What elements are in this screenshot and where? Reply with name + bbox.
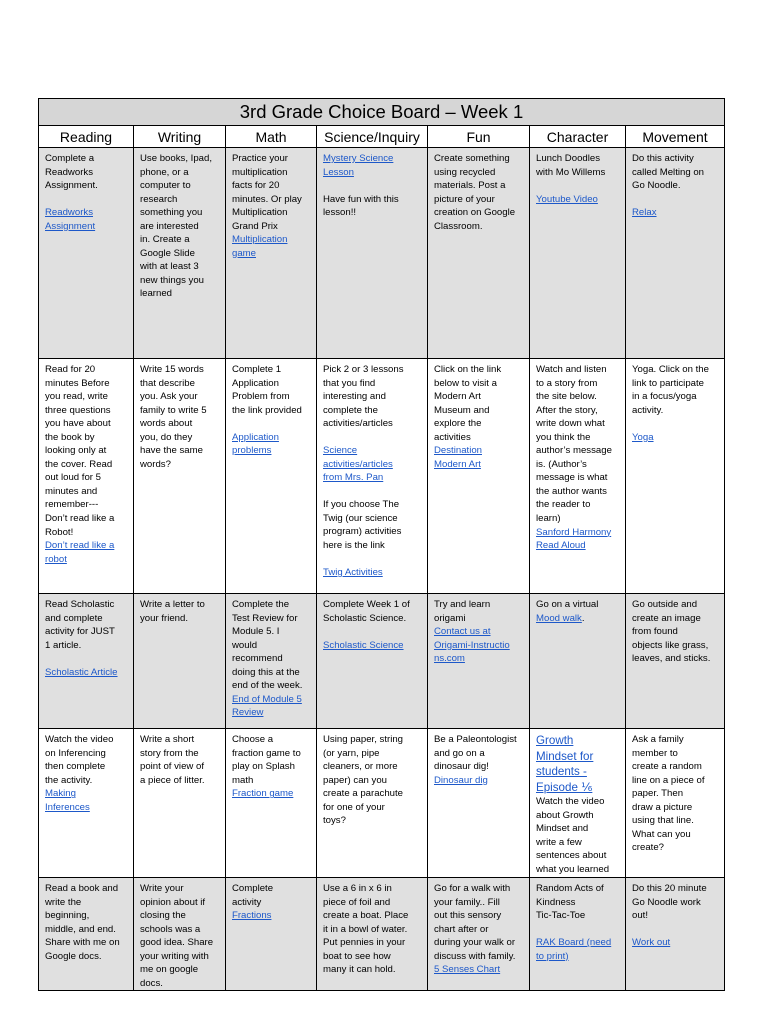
activity-cell: [39, 359, 134, 594]
activity-link[interactable]: Fractions: [232, 910, 272, 922]
activity-link[interactable]: End of Module 5 Review: [232, 693, 302, 719]
activity-link[interactable]: Science activities/articles from Mrs. Pan: [323, 445, 393, 484]
cell-text: Complete the Test Review for Module 5. I would recommend doing this at the end of the week.: [232, 599, 303, 692]
activity-cell: [39, 878, 134, 991]
cell-text: Practice your multiplication facts for 20 minutes. Or play Multiplication Grand Prix: [232, 153, 302, 232]
activity-cell: [226, 729, 317, 878]
activity-cell: [428, 148, 530, 359]
activity-cell: [626, 878, 725, 991]
activity-cell: [317, 729, 428, 878]
activity-link[interactable]: Work out: [632, 937, 671, 949]
board-row: [39, 359, 725, 594]
activity-cell: [317, 594, 428, 729]
cell-text: [536, 598, 621, 625]
activity-cell: [428, 729, 530, 878]
cell-text: Try and learn origami: [434, 599, 491, 624]
activity-cell: [530, 729, 626, 878]
cell-text-part: .: [581, 612, 585, 624]
cell-text: Pick 2 or 3 lessons that you find interesting and complete the activities/articles: [323, 364, 404, 430]
activity-cell: [134, 878, 226, 991]
board-row: [39, 148, 725, 359]
activity-cell: [134, 148, 226, 359]
cell-text: Read a book and write the beginning, middle, and end. Share with me on Google docs.: [45, 883, 120, 962]
column-header-movement: Movement: [626, 126, 725, 148]
activity-link[interactable]: Yoga: [632, 431, 654, 443]
activity-cell: [626, 594, 725, 729]
activity-link[interactable]: Contact us at Origami-Instructio ns.com: [434, 626, 510, 665]
activity-cell: [317, 878, 428, 991]
cell-text: Complete Week 1 of Scholastic Science.: [323, 599, 410, 624]
cell-text: Using paper, string (or yarn, pipe cleaners, or more paper) can you create a parachute for one of your toys?: [323, 734, 404, 827]
activity-link[interactable]: Scholastic Article: [45, 666, 118, 678]
cell-text: Watch the video about Growth Mindset and write a few sentences about what you learned: [536, 796, 610, 875]
cell-text: Choose a fraction game to play on Splash math: [232, 734, 301, 786]
activity-link[interactable]: Relax: [632, 207, 657, 219]
board-row: [39, 878, 725, 991]
activity-cell: [626, 729, 725, 878]
cell-text: Be a Paleontologist and go on a dinosaur dig!: [434, 734, 517, 773]
activity-cell: [317, 359, 428, 594]
activity-cell: [626, 359, 725, 594]
activity-cell: [428, 359, 530, 594]
cell-text: Random Acts of Kindness Tic-Tac-Toe: [536, 883, 604, 922]
board-row: [39, 729, 725, 878]
activity-cell: [226, 878, 317, 991]
activity-cell: [226, 148, 317, 359]
board-title: 3rd Grade Choice Board – Week 1: [39, 99, 725, 126]
cell-text: Create something using recycled materials. Post a picture of your creation on Google Classroom.: [434, 153, 516, 232]
activity-cell: [317, 148, 428, 359]
activity-cell: [39, 594, 134, 729]
activity-link[interactable]: Readworks Assignment: [45, 207, 96, 232]
activity-link[interactable]: Destination Modern Art: [434, 445, 482, 470]
activity-link[interactable]: Making Inferences: [45, 788, 90, 813]
activity-link[interactable]: 5 Senses Chart: [434, 964, 501, 976]
cell-text: Write a short story from the point of view of a piece of litter.: [140, 734, 205, 786]
activity-link[interactable]: Multiplication game: [232, 234, 288, 259]
activity-link[interactable]: Scholastic Science: [323, 639, 404, 651]
activity-link[interactable]: Twig Activities: [323, 567, 383, 579]
activity-cell: [626, 148, 725, 359]
cell-text: Yoga. Click on the link to participate in a focus/yoga activity.: [632, 364, 709, 416]
activity-link[interactable]: Mood walk: [536, 612, 582, 624]
activity-link[interactable]: Sanford Harmony Read Aloud: [536, 526, 612, 552]
activity-link[interactable]: Application problems: [232, 431, 279, 457]
cell-text: Complete activity: [232, 883, 274, 908]
board-row: [39, 594, 725, 729]
cell-text: Watch and listen to a story from the site below. After the story, write down what you think the author’s message is. (Author’s message is what the author wants the reader to learn): [536, 364, 612, 525]
activity-link[interactable]: Mystery Science Lesson: [323, 153, 394, 178]
activity-cell: [428, 878, 530, 991]
activity-cell: [226, 359, 317, 594]
cell-text: Go for a walk with your family.. Fill out this sensory chart after or during your walk or discuss with family.: [434, 883, 516, 962]
cell-text-part: Go on a virtual: [536, 599, 599, 610]
cell-text: Click on the link below to visit a Modern Art Museum and explore the activities: [434, 364, 502, 443]
activity-cell: [428, 594, 530, 729]
cell-text: Write 15 words that describe you. Ask your family to write 5 words about you, do they have the same words?: [140, 364, 207, 470]
cell-text: Do this activity called Melting on Go Noodle.: [632, 153, 704, 192]
cell-text: Write a letter to your friend.: [140, 599, 205, 624]
activity-link[interactable]: Don’t read like a robot: [45, 540, 115, 565]
cell-text: Go outside and create an image from found objects like grass, leaves, and sticks.: [632, 599, 711, 665]
column-header-reading: Reading: [39, 126, 134, 148]
cell-text: Ask a family member to create a random line on a piece of paper. Then draw a picture using that line. What can you create?: [632, 734, 705, 854]
cell-text: Complete a Readworks Assignment.: [45, 153, 98, 192]
activity-link[interactable]: Fraction game: [232, 788, 294, 800]
title-row: [39, 99, 725, 126]
activity-cell: [134, 594, 226, 729]
activity-cell: [530, 594, 626, 729]
column-header-science-inquiry: Science/Inquiry: [317, 126, 428, 148]
cell-text: Have fun with this lesson!!: [323, 193, 399, 219]
activity-link[interactable]: Youtube Video: [536, 193, 598, 205]
cell-text: Use a 6 in x 6 in piece of foil and create a boat. Place it in a bowl of water. Put pennies in your boat to see how many it can hold.: [323, 883, 409, 976]
activity-cell: [226, 594, 317, 729]
cell-text: Read for 20 minutes Before you read, write three questions you have about the book by looking only at the cover. Read out loud for 5 minutes and remember--- Don’t read like a Robot!: [45, 364, 115, 538]
cell-text: Watch the video on Inferencing then complete the activity.: [45, 734, 114, 786]
activity-cell: [39, 729, 134, 878]
activity-cell: [134, 729, 226, 878]
cell-text: Use books, Ipad, phone, or a computer to research something you are interested in. Create a Google Slide with at least 3 new things you learned: [140, 153, 212, 300]
header-row: [39, 126, 725, 148]
cell-text: Lunch Doodles with Mo Willems: [536, 153, 606, 178]
column-header-math: Math: [226, 126, 317, 148]
activity-cell: [530, 878, 626, 991]
activity-link[interactable]: Dinosaur dig: [434, 774, 488, 786]
cell-text: If you choose The Twig (our science program) activities here is the link: [323, 499, 402, 552]
activity-cell: [530, 148, 626, 359]
column-header-fun: Fun: [428, 126, 530, 148]
activity-cell: [134, 359, 226, 594]
activity-cell: [530, 359, 626, 594]
cell-text: Write your opinion about if closing the schools was a good idea. Share your writing with me on google docs.: [140, 883, 214, 989]
column-header-writing: Writing: [134, 126, 226, 148]
cell-text: Do this 20 minute Go Noodle work out!: [632, 883, 707, 922]
activity-cell: [39, 148, 134, 359]
column-header-character: Character: [530, 126, 626, 148]
choice-board-table: [38, 98, 725, 991]
cell-text: Read Scholastic and complete activity for JUST 1 article.: [45, 599, 115, 651]
cell-text: Complete 1 Application Problem from the link provided: [232, 364, 302, 416]
activity-link[interactable]: RAK Board (need to print): [536, 937, 612, 962]
activity-link[interactable]: Growth Mindset for students - Episode ⅙: [536, 734, 594, 794]
